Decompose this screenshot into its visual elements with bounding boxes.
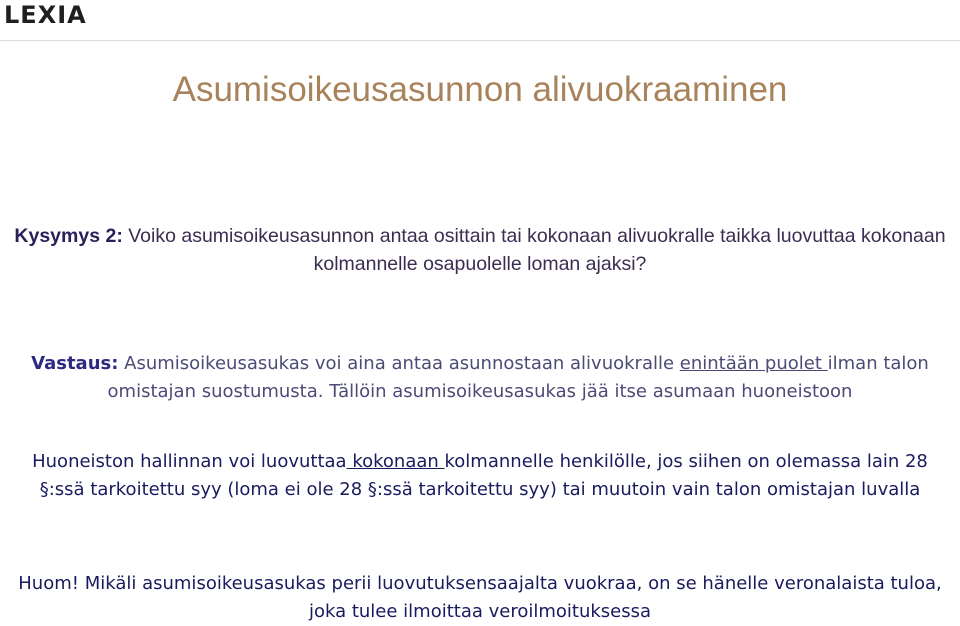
transfer-text-before: Huoneiston hallinnan voi luovuttaa: [32, 451, 347, 472]
transfer-underlined-text: kokonaan: [346, 451, 445, 472]
answer-underlined-text: enintään puolet: [679, 353, 828, 374]
header-bar: [0, 0, 960, 41]
question-text: Voiko asumisoikeusasunnon antaa osittain tai kokonaan alivuokralle taikka luovuttaa kokonaan kolmannelle osapuolelle loman ajaksi?: [122, 225, 946, 275]
answer-text-before: Asumisoikeusasukas voi aina antaa asunnostaan alivuokralle: [118, 353, 680, 374]
answer-text-after: ilman talon omistajan suostumusta. Tällöin asumisoikeusasukas jää itse asumaan huoneistoon: [107, 353, 929, 402]
lexia-logo: LEXIA: [4, 1, 87, 29]
question-paragraph: [10, 222, 950, 278]
transfer-text-after: kolmannelle henkilölle, jos siihen on olemassa lain 28 §:ssä tarkoitettu syy (loma ei ole 28 §:ssä tarkoitettu syy) tai muutoin vain talon omistajan luvalla: [39, 451, 928, 500]
note-paragraph: Huom! Mikäli asumisoikeusasukas perii luovutuksensaajalta vuokraa, on se hänelle veronalaista tuloa, joka tulee ilmoittaa veroilmoituksessa: [18, 573, 942, 622]
question-label: Kysymys 2:: [14, 225, 123, 247]
page-title: Asumisoikeusasunnon alivuokraaminen: [172, 70, 788, 109]
answer-paragraph: [10, 350, 950, 406]
transfer-paragraph: [10, 448, 950, 504]
answer-label: Vastaus:: [31, 353, 119, 374]
